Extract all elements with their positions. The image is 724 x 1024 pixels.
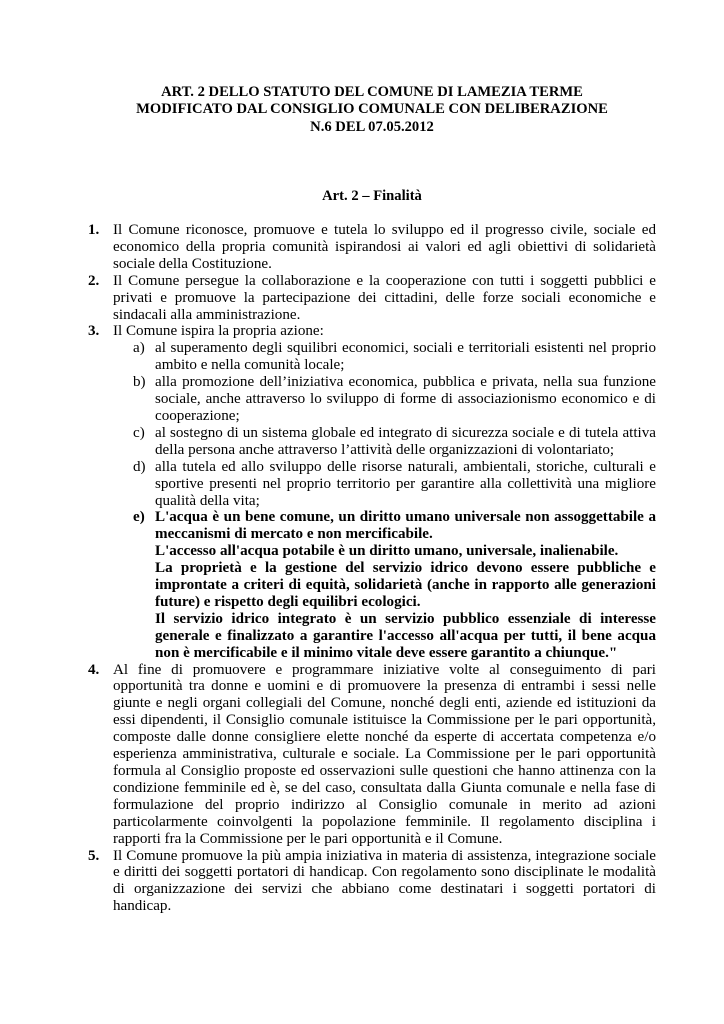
paragraph-3 — [88, 323, 656, 340]
paragraph-number: 1. — [88, 222, 100, 238]
subitem-text: alla tutela ed allo sviluppo delle risorse naturali, ambientali, storiche, culturali e sportive presenti nel proprio territorio per garantire alla collettività una migliore qualità della vita; — [155, 458, 656, 509]
subitem-e-paragraph-4: Il servizio idrico integrato è un servizio pubblico essenziale di interesse generale e finalizzato a garantire l'accesso all'acqua per tutti, il bene acqua non è mercificabile e il minimo vitale deve essere garantito a chiunque." — [155, 610, 656, 661]
paragraph-text: Il Comune riconosce, promuove e tutela lo sviluppo ed il progresso civile, sociale ed economico della propria comunità ispirandosi ai valori ed agli obiettivi di solidarietà sociale della Costituzione. — [113, 222, 656, 272]
paragraph-number: 5. — [88, 847, 100, 864]
subitem-letter: d) — [133, 458, 146, 475]
paragraph-text: Il Comune persegue la collaborazione e la cooperazione con tutti i soggetti pubblici e privati e promuove la partecipazione dei cittadini, delle forze sociali economiche e sindacali alla amministrazione. — [113, 272, 656, 323]
subitem-letter: e) — [133, 509, 145, 526]
subitem-letter: b) — [133, 374, 146, 391]
paragraph-2 — [88, 273, 656, 324]
subitem-e-paragraph-2: L'accesso all'acqua potabile è un diritto umano, universale, inalienabile. — [155, 543, 619, 560]
paragraph-4 — [88, 662, 656, 848]
paragraph-text: Il Comune promuove la più ampia iniziativa in materia di assistenza, integrazione sociale e diritti dei soggetti portatori di handicap. Con regolamento sono disciplinate le modalità di organizzazione dei servizi che abbiano come destinatari i soggetti portatori di handicap. — [113, 847, 656, 915]
subitem-a — [88, 340, 656, 374]
subitem-letter: a) — [133, 340, 145, 357]
subitem-text: alla promozione dell’iniziativa economica, pubblica e privata, nella sua funzione sociale, anche attraverso lo sviluppo di forme di associazionismo economico e di cooperazione; — [155, 374, 656, 424]
subitem-letter: c) — [133, 424, 145, 441]
subitem-c — [88, 425, 656, 459]
header-line-3: N.6 DEL 07.05.2012 — [310, 118, 434, 135]
paragraph-text: Il Comune ispira la propria azione: — [113, 323, 324, 340]
paragraph-1 — [88, 222, 656, 273]
paragraph-number: 3. — [88, 323, 100, 340]
subitem-e-paragraph-1: L'acqua è un bene comune, un diritto umano universale non assoggettabile a meccanismi di mercato e non mercificabile. — [155, 509, 656, 543]
paragraph-5 — [88, 848, 656, 916]
article-body — [88, 222, 656, 915]
subitem-b — [88, 374, 656, 425]
paragraph-number: 4. — [88, 661, 100, 678]
header-line-2: MODIFICATO DAL CONSIGLIO COMUNALE CON DELIBERAZIONE — [136, 101, 608, 118]
subitem-d — [88, 459, 656, 510]
document-header — [88, 84, 656, 136]
subitem-text: al sostegno di un sistema globale ed integrato di sicurezza sociale e di tutela attiva della persona anche attraverso l’attività delle organizzazioni di volontariato; — [155, 424, 656, 458]
paragraph-text: Al fine di promuovere e programmare iniziative volte al conseguimento di pari opportunità tra donne e uomini e di promuovere la presenza di entrambi i sessi nelle giunte e negli organi collegiali del Comune, nonché degli enti, aziende ed istituzioni da essi dipendenti, il Consiglio comunale istituisce la Commissione per le pari opportunità, composte dalle donne consigliere elette nonché da esperte di accertata competenza e/o esperienza amministrativa, culturale e sociale. La Commissione per le pari opportunità formula al Consiglio proposte ed osservazioni sulle questioni che hanno attinenza con la condizione femminile ed è, se del caso, consultata dalla Giunta comunale e nella fase di formulazione del proprio indirizzo al Consiglio comunale in merito ad azioni particolarmente coinvolgenti la popolazione femminile. Il regolamento disciplina i rapporti fra la Commissione per le pari opportunità e il Comune. — [113, 661, 656, 847]
paragraph-number: 2. — [88, 272, 100, 289]
subitem-e — [88, 509, 656, 661]
subitem-e-paragraph-3: La proprietà e la gestione del servizio idrico devono essere pubbliche e improntate a criteri di equità, solidarietà (anche in rapporto alle generazioni future) e rispetto degli equilibri ecologici. — [155, 560, 656, 610]
article-title: Art. 2 – Finalità — [322, 188, 422, 204]
subitem-text: al superamento degli squilibri economici, sociali e territoriali esistenti nel proprio ambito e nella comunità locale; — [155, 340, 656, 374]
header-line-1: ART. 2 DELLO STATUTO DEL COMUNE DI LAMEZIA TERME — [161, 84, 583, 100]
